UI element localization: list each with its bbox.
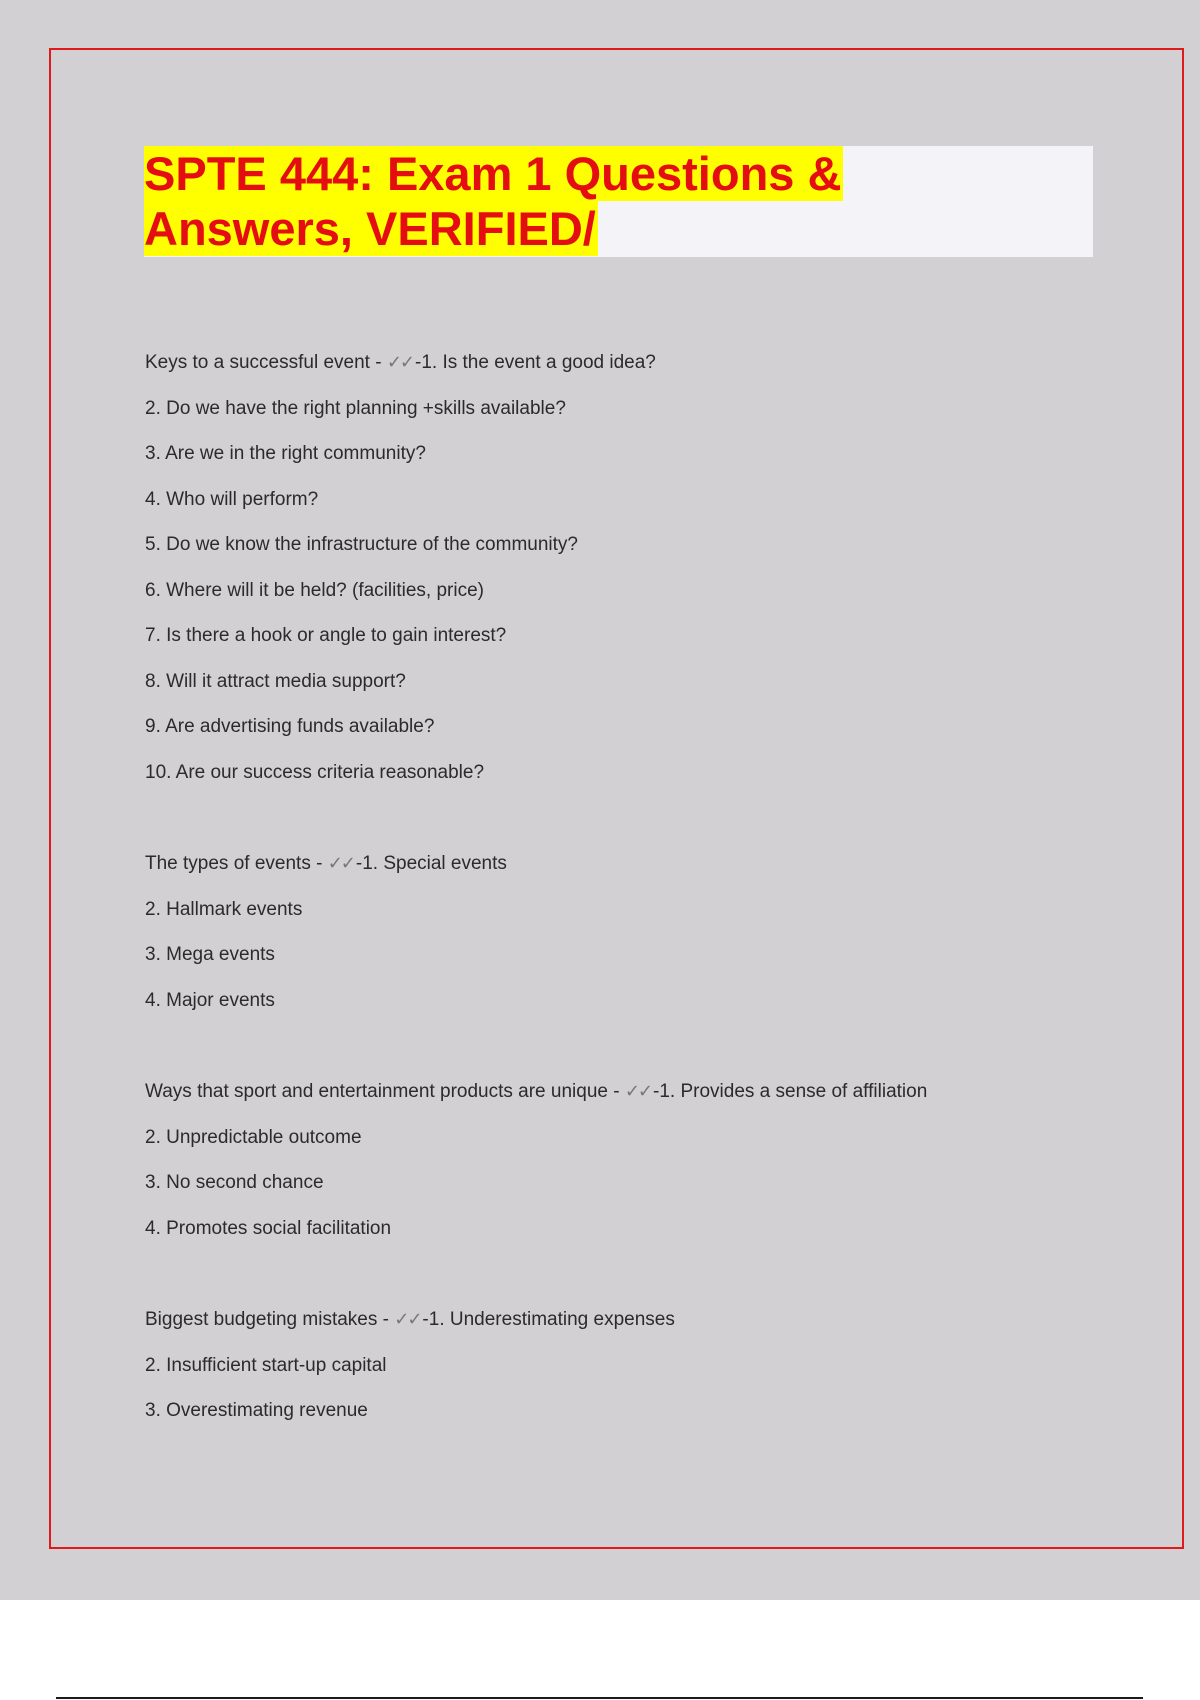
- double-check-icon: ✓✓: [394, 1309, 421, 1330]
- answer-line: 3. Mega events: [145, 944, 275, 965]
- answer-line: 3. Overestimating revenue: [145, 1400, 368, 1421]
- question-line: [145, 1297, 1145, 1343]
- answer-line: 9. Are advertising funds available?: [145, 716, 435, 737]
- answer-line: 3. No second chance: [145, 1172, 324, 1193]
- document-title-line-2: Answers, VERIFIED/: [144, 202, 596, 255]
- question-prompt: Keys to a successful event -: [145, 352, 387, 373]
- question-prompt: The types of events -: [145, 853, 328, 874]
- double-check-icon: ✓✓: [386, 352, 414, 373]
- double-check-icon: ✓✓: [624, 1081, 652, 1102]
- footer-rule: [56, 1697, 1143, 1699]
- first-answer: -1. Special events: [355, 853, 507, 874]
- answer-line: 2. Do we have the right planning +skills available?: [145, 397, 566, 419]
- question-line: [145, 841, 1145, 887]
- answer-line: 2. Insufficient start-up capital: [145, 1354, 387, 1376]
- questions-list: [145, 340, 1145, 1480]
- document-title-line-1: SPTE 444: Exam 1 Questions &: [144, 147, 842, 200]
- first-answer: -1. Provides a sense of affiliation: [653, 1081, 928, 1102]
- question-block: [145, 1297, 1145, 1434]
- answer-line: 4. Major events: [145, 989, 275, 1011]
- answer-line: 5. Do we know the infrastructure of the community?: [145, 534, 578, 555]
- double-check-icon: ✓✓: [327, 853, 354, 874]
- question-block: [145, 841, 1145, 1023]
- answer-line: 4. Who will perform?: [145, 488, 319, 510]
- answer-line: 4. Promotes social facilitation: [145, 1217, 392, 1239]
- answer-line: 6. Where will it be held? (facilities, price): [145, 579, 484, 601]
- question-line: [145, 340, 1145, 386]
- page-footer-area: [0, 1600, 1200, 1700]
- question-block: [145, 340, 1145, 795]
- question-line: [145, 1069, 1145, 1115]
- first-answer: -1. Underestimating expenses: [422, 1309, 675, 1330]
- first-answer: -1. Is the event a good idea?: [415, 352, 656, 373]
- question-prompt: Biggest budgeting mistakes -: [145, 1309, 395, 1330]
- answer-line: 2. Hallmark events: [145, 898, 303, 920]
- answer-line: 7. Is there a hook or angle to gain interest?: [145, 625, 507, 646]
- question-prompt: Ways that sport and entertainment products are unique -: [145, 1081, 625, 1102]
- answer-line: 8. Will it attract media support?: [145, 670, 406, 692]
- answer-line: 3. Are we in the right community?: [145, 443, 426, 464]
- question-block: [145, 1069, 1145, 1251]
- answer-line: 2. Unpredictable outcome: [145, 1126, 362, 1148]
- answer-line: 10. Are our success criteria reasonable?: [145, 761, 485, 783]
